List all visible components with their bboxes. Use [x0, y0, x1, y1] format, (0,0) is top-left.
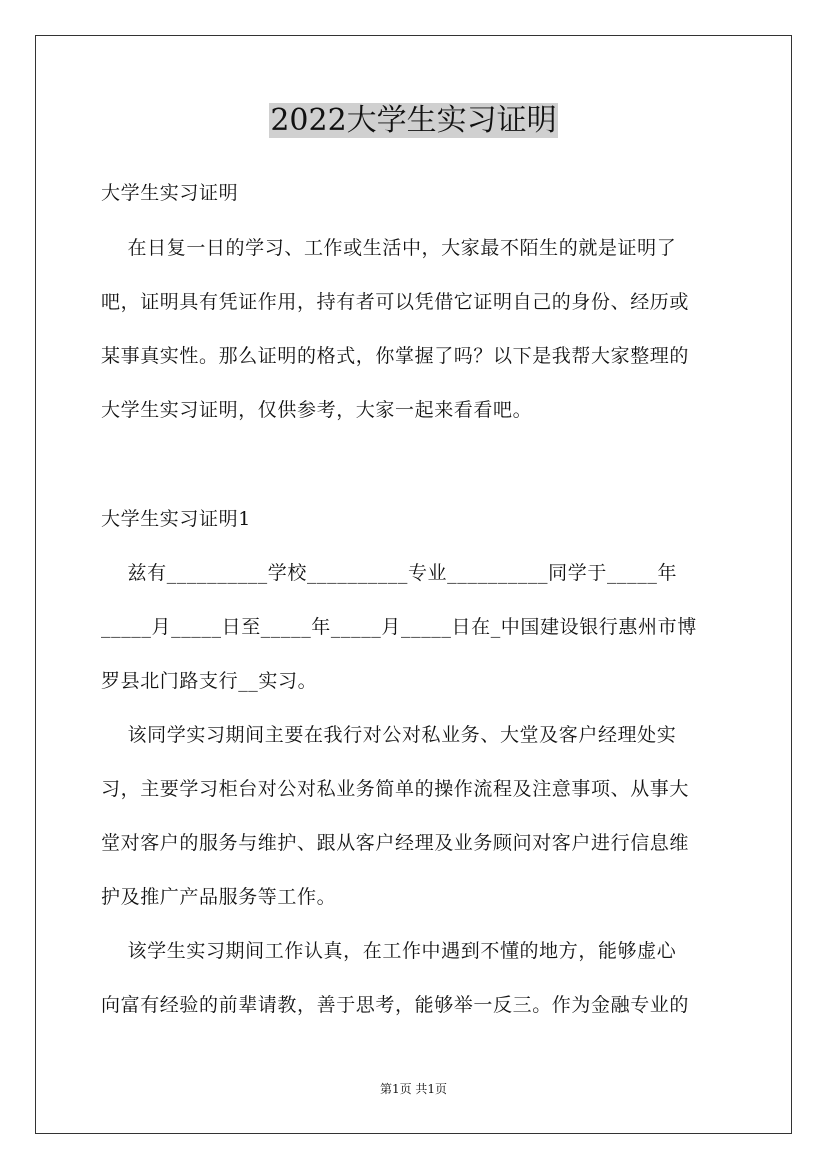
- document-title-text: 2022大学生实习证明: [270, 103, 557, 138]
- section1-line-6: 堂对客户的服务与维护、跟从客户经理及业务顾问对客户进行信息维: [101, 832, 690, 854]
- intro-line-2: 吧，证明具有凭证作用，持有者可以凭借它证明自己的身份、经历或: [101, 291, 690, 313]
- intro-line-4: 大学生实习证明，仅供参考，大家一起来看看吧。: [101, 399, 533, 421]
- section1-line-1: 兹有__________学校__________专业__________同学于_____年: [101, 562, 678, 584]
- intro-line-1: 在日复一日的学习、工作或生活中，大家最不陌生的就是证明了: [101, 237, 677, 259]
- section1-line-8: 该学生实习期间工作认真，在工作中遇到不懂的地方，能够虚心: [101, 940, 677, 962]
- section1-line-7: 护及推广产品服务等工作。: [101, 886, 337, 908]
- section1-line-9: 向富有经验的前辈请教，善于思考，能够举一反三。作为金融专业的: [101, 994, 690, 1016]
- section1-line-4: 该同学实习期间主要在我行对公对私业务、大堂及客户经理处实: [101, 724, 677, 746]
- page-footer: 第1页 共1页: [379, 1082, 448, 1096]
- section1-line-5: 习，主要学习柜台对公对私业务简单的操作流程及注意事项、从事大: [101, 778, 690, 800]
- section1-line-3: 罗县北门路支行__实习。: [101, 670, 318, 692]
- intro-line-3: 某事真实性。那么证明的格式，你掌握了吗？以下是我帮大家整理的: [101, 345, 690, 367]
- section1-heading: 大学生实习证明1: [101, 508, 251, 530]
- main-heading: 大学生实习证明: [101, 182, 239, 204]
- section1-line-2: _____月_____日至_____年_____月_____日在_中国建设银行惠州市博: [101, 616, 697, 638]
- document-title: [0, 101, 827, 141]
